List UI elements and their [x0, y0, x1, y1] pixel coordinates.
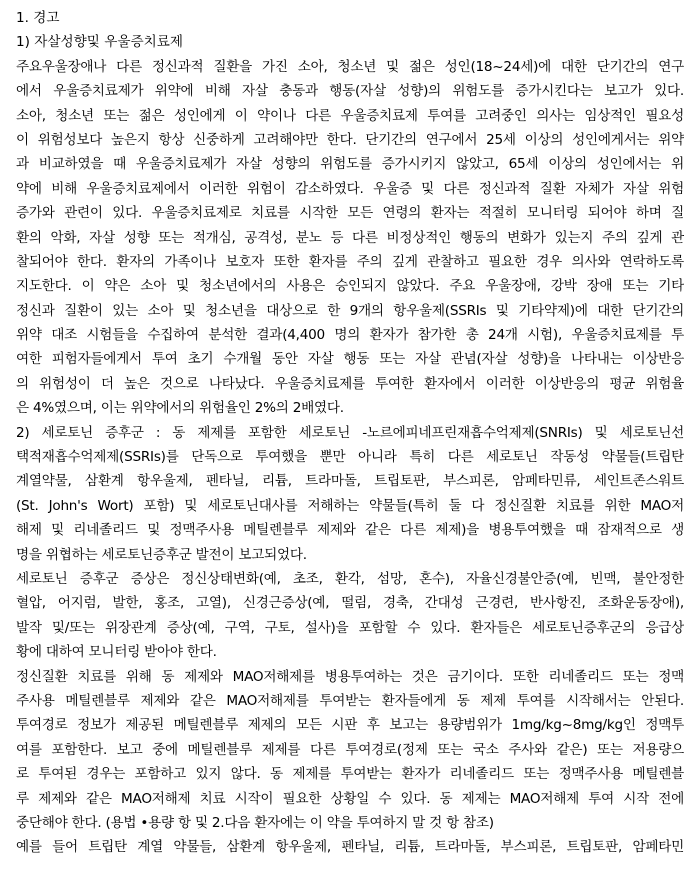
document-body: [16, 6, 684, 860]
text-line: 정신과 질환이 있는 소아 및 청소년을 대상으로 한 9개의 항우울제(SSRIs 및 기타약제)에 대한 단기간의: [16, 302, 684, 319]
text-line: 위약 대조 시험들을 수집하여 분석한 결과(4,400 명의 환자가 참가한 총 24개 시험), 우울증치료제를 투: [16, 327, 684, 344]
text-line: 명을 위협하는 세로토닌증후군 발전이 보고되었다.: [16, 546, 307, 563]
text-line: 여를 포함한다. 보고 중에 메틸렌블루 제제를 다른 투여경로(정제 또는 국소 주사와 같은) 또는 저용량으: [16, 741, 684, 758]
text-line: 예를 들어 트립탄 계열 약물들, 삼환계 항우울제, 펜타닐, 리튬, 트라마돌, 부스피론, 트립토판, 암페타민: [16, 839, 684, 856]
text-line: 에서 우울증치료제가 위약에 비해 자살 충동과 행동(자살 성향)의 위험도를 증가시킨다는 보고가 있다.: [16, 83, 684, 100]
text-line: 환의 악화, 자살 성향 또는 적개심, 공격성, 분노 등 다른 비정상적인 행동의 변화가 있는지 주의 깊게 관: [16, 229, 684, 246]
text-line: 2) 세로토닌 증후군 : 동 제제를 포함한 세로토닌 -노르에피네프린재흡수억제제(SNRIs) 및 세로토닌선: [16, 424, 684, 441]
text-line: 세로토닌 증후군 증상은 정신상태변화(예, 초조, 환각, 섬망, 혼수), 자율신경불안증(예, 빈맥, 불안정한: [16, 570, 684, 587]
text-line: 주사용 메틸렌블루 제제와 같은 MAO저해제를 투여받는 환자들에게 동 제제 투여를 시작해서는 안된다.: [16, 692, 684, 709]
text-line: 발작 및/또는 위장관계 증상(예, 구역, 구토, 설사)을 포함할 수 있다. 환자들은 세로토닌증후군의 응급상: [16, 619, 684, 636]
section-heading: 1. 경고: [16, 10, 60, 26]
section-heading: 1) 자살성향및 우울증치료제: [16, 34, 184, 51]
text-line: 여한 피험자들에게서 투여 초기 수개월 동안 자살 행동 또는 자살 관념(자살 성향)을 나타내는 이상반응: [16, 351, 684, 368]
text-line: 로 투여된 경우는 포함하고 있지 않다. 동 제제를 투여받는 환자가 리네졸리드 또는 정맥주사용 메틸렌블: [16, 766, 684, 783]
text-line: 과 비교하였을 때 우울증치료제가 자살 성향의 위험도를 증가시키지 않았고, 65세 이상의 성인에서는 위: [16, 156, 684, 173]
text-line: 해제 및 리네졸리드 및 정맥주사용 메틸렌블루 제제와 같은 다른 제제)을 병용투여했을 때 잠재적으로 생: [16, 522, 684, 539]
text-line: 주요우울장애나 다른 정신과적 질환을 가진 소아, 청소년 및 젊은 성인(18~24세)에 대한 단기간의 연구: [16, 58, 684, 75]
text-line: 이 위험성보다 높은지 항상 신중하게 고려해야만 한다. 단기간의 연구에서 25세 이상의 성인에게서는 위약: [16, 131, 684, 148]
text-line: 택적재흡수억제제(SSRIs)를 단독으로 투여했을 뿐만 아니라 특히 다른 세로토닌 작동성 약물들(트립탄: [16, 449, 684, 466]
text-line: 계열약물, 삼환계 항우울제, 펜타닐, 리튬, 트라마돌, 트립토판, 부스피론, 암페타민류, 세인트존스워트: [16, 473, 684, 490]
text-line: 정신질환 치료를 위해 동 제제와 MAO저해제를 병용투여하는 것은 금기이다. 또한 리네졸리드 또는 정맥: [16, 668, 684, 685]
text-line: 찰되어야 한다. 환자의 가족이나 보호자 또한 환자를 주의 깊게 관찰하고 필요한 경우 의사와 연락하도록: [16, 253, 684, 270]
text-line: 혈압, 어지럼, 발한, 홍조, 고열), 신경근증상(예, 떨림, 경축, 간대성 근경련, 반사항진, 조화운동장애),: [16, 595, 684, 612]
text-line: (St. John's Wort) 포함) 및 세로토닌대사를 저해하는 약물들(특히 둘 다 정신질환 치료를 위한 MAO저: [16, 497, 684, 514]
text-line: 은 4%였으며, 이는 위약에서의 위험율인 2%의 2배였다.: [16, 400, 344, 417]
text-line: 증가와 관련이 있다. 우울증치료제로 치료를 시작한 모든 연령의 환자는 적절히 모니터링 되어야 하며 질: [16, 205, 684, 222]
text-line: 황에 대하여 모니터링 받아야 한다.: [16, 644, 217, 661]
text-line: 지도한다. 이 약은 소아 및 청소년에서의 사용은 승인되지 않았다. 주요 우울장애, 강박 장애 또는 기타: [16, 278, 684, 295]
text-line: 소아, 청소년 또는 젊은 성인에게 이 약이나 다른 우울증치료제 투여를 고려중인 의사는 임상적인 필요성: [16, 107, 684, 124]
text-line: 중단해야 한다. (용법 •용량 항 및 2.다음 환자에는 이 약을 투여하지 말 것 항 참조): [16, 814, 494, 831]
text-line: 루 제제와 같은 MAO저해제 치료 시작이 필요한 상황일 수 있다. 동 제제는 MAO저해제 투여 시작 전에: [16, 790, 684, 807]
text-line: 약에 비해 우울증치료제에서 이러한 위험이 감소하였다. 우울증 및 다른 정신과적 질환 자체가 자살 위험: [16, 180, 684, 197]
text-line: 의 위험성이 더 높은 것으로 나타났다. 우울증치료제를 투여한 환자에서 이러한 이상반응의 평균 위험율: [16, 375, 684, 392]
text-line: 투여경로 정보가 제공된 메틸렌블루 제제의 모든 시판 후 보고는 용량범위가 1mg/kg~8mg/kg인 정맥투: [16, 717, 684, 734]
